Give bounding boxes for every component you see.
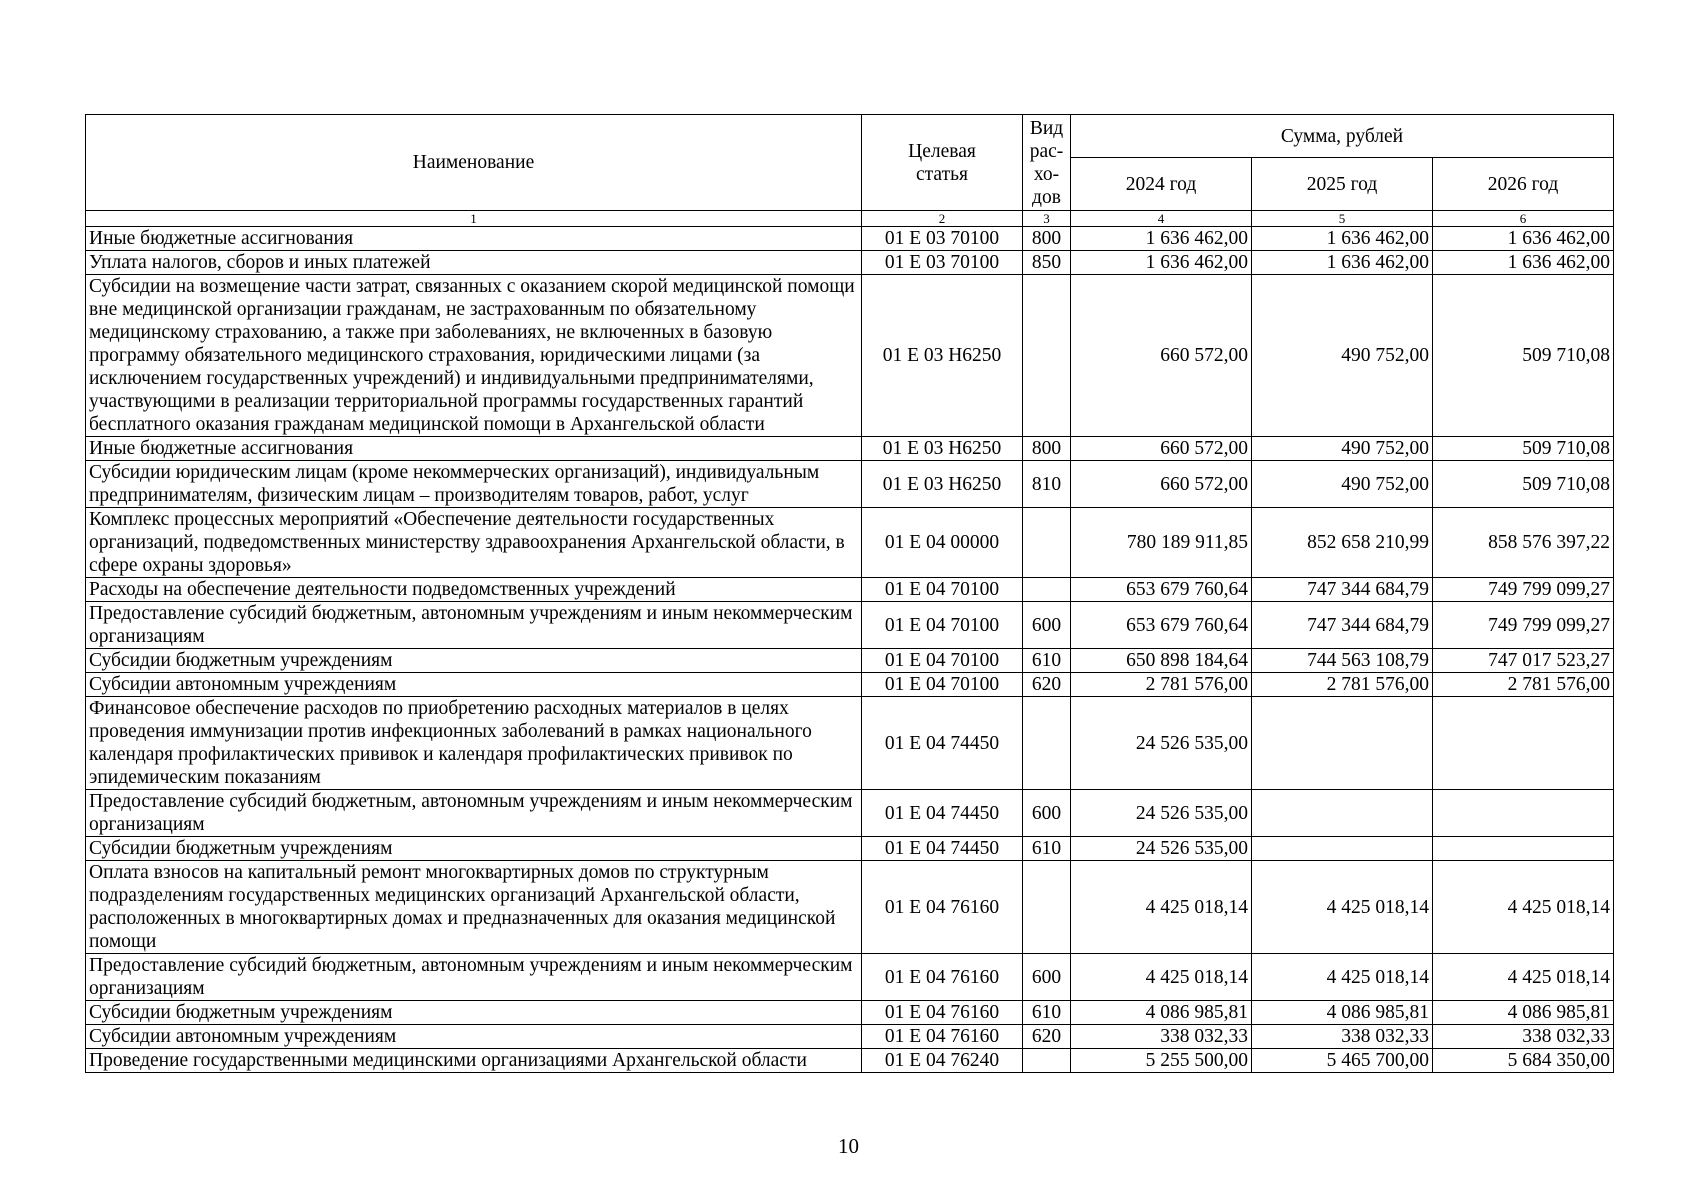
row-name-cell: Субсидии бюджетным учреждениям [86, 837, 862, 861]
table-row [86, 1049, 1614, 1073]
row-expense-type-cell: 600 [1023, 790, 1071, 837]
row-amount-2025-cell [1252, 790, 1433, 837]
row-target-article-cell: 01 Е 04 70100 [862, 673, 1023, 697]
row-amount-2025-cell: 490 752,00 [1252, 461, 1433, 508]
row-amount-2025-cell: 490 752,00 [1252, 437, 1433, 461]
row-target-article-cell: 01 Е 04 70100 [862, 578, 1023, 602]
row-amount-2026-cell: 1 636 462,00 [1433, 227, 1614, 251]
row-amount-2024-cell: 650 898 184,64 [1071, 649, 1252, 673]
row-name-cell: Субсидии юридическим лицам (кроме некоммерческих организаций), индивидуальным предпринимателям, физическим лицам – производителям товаров, работ, услуг [86, 461, 862, 508]
row-amount-2025-cell: 852 658 210,99 [1252, 508, 1433, 578]
row-amount-2024-cell: 660 572,00 [1071, 437, 1252, 461]
row-expense-type-cell: 610 [1023, 649, 1071, 673]
row-name-cell: Проведение государственными медицинскими организациями Архангельской области [86, 1049, 862, 1073]
row-expense-type-cell: 620 [1023, 1025, 1071, 1049]
row-amount-2025-cell: 747 344 684,79 [1252, 578, 1433, 602]
row-name-cell: Уплата налогов, сборов и иных платежей [86, 251, 862, 275]
row-expense-type-cell: 610 [1023, 1001, 1071, 1025]
row-target-article-cell: 01 Е 04 76160 [862, 861, 1023, 954]
row-target-article-cell: 01 Е 04 70100 [862, 649, 1023, 673]
header-year-2025: 2025 год [1252, 158, 1433, 211]
row-amount-2026-cell [1433, 837, 1614, 861]
column-number: 4 [1071, 211, 1252, 227]
row-name-cell: Иные бюджетные ассигнования [86, 437, 862, 461]
row-expense-type-cell [1023, 578, 1071, 602]
table-row [86, 697, 1614, 790]
header-target-article: Целевая статья [862, 115, 1023, 211]
row-name-cell: Расходы на обеспечение деятельности подведомственных учреждений [86, 578, 862, 602]
row-target-article-cell: 01 Е 03 Н6250 [862, 437, 1023, 461]
row-amount-2025-cell [1252, 697, 1433, 790]
row-amount-2024-cell: 338 032,33 [1071, 1025, 1252, 1049]
row-target-article-cell: 01 Е 04 70100 [862, 602, 1023, 649]
table-row [86, 275, 1614, 437]
table-row [86, 673, 1614, 697]
row-amount-2024-cell: 660 572,00 [1071, 461, 1252, 508]
page-number: 10 [838, 1134, 859, 1158]
row-expense-type-cell: 810 [1023, 461, 1071, 508]
row-amount-2024-cell: 2 781 576,00 [1071, 673, 1252, 697]
row-target-article-cell: 01 Е 03 Н6250 [862, 275, 1023, 437]
row-amount-2025-cell: 4 425 018,14 [1252, 861, 1433, 954]
row-amount-2026-cell: 4 425 018,14 [1433, 861, 1614, 954]
row-amount-2026-cell [1433, 697, 1614, 790]
row-amount-2024-cell: 24 526 535,00 [1071, 837, 1252, 861]
table-row [86, 602, 1614, 649]
row-amount-2024-cell: 5 255 500,00 [1071, 1049, 1252, 1073]
row-amount-2024-cell: 1 636 462,00 [1071, 251, 1252, 275]
row-target-article-cell: 01 Е 04 76240 [862, 1049, 1023, 1073]
row-expense-type-cell: 600 [1023, 602, 1071, 649]
table-row [86, 837, 1614, 861]
row-name-cell: Субсидии бюджетным учреждениям [86, 1001, 862, 1025]
row-name-cell: Субсидии автономным учреждениям [86, 673, 862, 697]
row-expense-type-cell [1023, 697, 1071, 790]
row-expense-type-cell: 610 [1023, 837, 1071, 861]
row-amount-2026-cell: 858 576 397,22 [1433, 508, 1614, 578]
row-amount-2024-cell: 1 636 462,00 [1071, 227, 1252, 251]
table-row [86, 1001, 1614, 1025]
row-amount-2026-cell: 338 032,33 [1433, 1025, 1614, 1049]
row-amount-2026-cell: 4 425 018,14 [1433, 954, 1614, 1001]
row-amount-2024-cell: 4 425 018,14 [1071, 861, 1252, 954]
row-name-cell: Предоставление субсидий бюджетным, автономным учреждениям и иным некоммерческим организациям [86, 790, 862, 837]
column-number: 2 [862, 211, 1023, 227]
row-amount-2024-cell: 4 086 985,81 [1071, 1001, 1252, 1025]
row-amount-2026-cell: 5 684 350,00 [1433, 1049, 1614, 1073]
row-expense-type-cell [1023, 508, 1071, 578]
row-amount-2026-cell: 509 710,08 [1433, 461, 1614, 508]
column-number-row [86, 211, 1614, 227]
row-amount-2025-cell: 2 781 576,00 [1252, 673, 1433, 697]
row-amount-2025-cell [1252, 837, 1433, 861]
row-target-article-cell: 01 Е 03 70100 [862, 251, 1023, 275]
row-amount-2025-cell: 490 752,00 [1252, 275, 1433, 437]
row-amount-2025-cell: 1 636 462,00 [1252, 251, 1433, 275]
row-target-article-cell: 01 Е 04 74450 [862, 790, 1023, 837]
row-amount-2025-cell: 4 086 985,81 [1252, 1001, 1433, 1025]
row-name-cell: Субсидии на возмещение части затрат, связанных с оказанием скорой медицинской помощи вне медицинской организации гражданам, не застрахованным по обязательному медицинскому страхованию, а также при заболеваниях, не включенных в базовую программу обязательного медицинского страхования, юридическими лицами (за исключением государственных учреждений) и индивидуальными предпринимателями, участвующими в реализации территориальной программы государственных гарантий бесплатного оказания гражданам медицинской помощи в Архангельской области [86, 275, 862, 437]
row-name-cell: Предоставление субсидий бюджетным, автономным учреждениям и иным некоммерческим организациям [86, 954, 862, 1001]
column-number: 6 [1433, 211, 1614, 227]
row-amount-2026-cell: 1 636 462,00 [1433, 251, 1614, 275]
row-amount-2025-cell: 4 425 018,14 [1252, 954, 1433, 1001]
row-expense-type-cell [1023, 1049, 1071, 1073]
row-expense-type-cell: 600 [1023, 954, 1071, 1001]
row-amount-2026-cell: 749 799 099,27 [1433, 602, 1614, 649]
row-name-cell: Субсидии бюджетным учреждениям [86, 649, 862, 673]
table-row [86, 227, 1614, 251]
row-amount-2024-cell: 653 679 760,64 [1071, 602, 1252, 649]
row-expense-type-cell [1023, 275, 1071, 437]
row-amount-2024-cell: 24 526 535,00 [1071, 697, 1252, 790]
row-amount-2024-cell: 4 425 018,14 [1071, 954, 1252, 1001]
row-target-article-cell: 01 Е 04 74450 [862, 697, 1023, 790]
row-amount-2025-cell: 747 344 684,79 [1252, 602, 1433, 649]
row-amount-2024-cell: 780 189 911,85 [1071, 508, 1252, 578]
row-amount-2026-cell: 747 017 523,27 [1433, 649, 1614, 673]
table-row [86, 649, 1614, 673]
header-expense-type: Вид рас-хо-дов [1023, 115, 1071, 211]
row-name-cell: Предоставление субсидий бюджетным, автономным учреждениям и иным некоммерческим организациям [86, 602, 862, 649]
row-amount-2026-cell [1433, 790, 1614, 837]
row-name-cell: Финансовое обеспечение расходов по приобретению расходных материалов в целях проведения иммунизации против инфекционных заболеваний в рамках национального календаря профилактических прививок и календаря профилактических прививок по эпидемическим показаниям [86, 697, 862, 790]
row-amount-2026-cell: 509 710,08 [1433, 275, 1614, 437]
table-row [86, 1025, 1614, 1049]
row-name-cell: Субсидии автономным учреждениям [86, 1025, 862, 1049]
row-amount-2026-cell: 749 799 099,27 [1433, 578, 1614, 602]
table-row [86, 954, 1614, 1001]
row-name-cell: Оплата взносов на капитальный ремонт многоквартирных домов по структурным подразделениям государственных медицинских организаций Архангельской области, расположенных в многоквартирных домах и предназначенных для оказания медицинской помощи [86, 861, 862, 954]
budget-table [85, 114, 1614, 1073]
column-number: 3 [1023, 211, 1071, 227]
header-name: Наименование [86, 115, 862, 211]
row-name-cell: Иные бюджетные ассигнования [86, 227, 862, 251]
row-expense-type-cell: 800 [1023, 437, 1071, 461]
table-row [86, 578, 1614, 602]
row-name-cell: Комплекс процессных мероприятий «Обеспечение деятельности государственных организаций, подведомственных министерству здравоохранения Архангельской области, в сфере охраны здоровья» [86, 508, 862, 578]
row-target-article-cell: 01 Е 03 Н6250 [862, 461, 1023, 508]
row-amount-2024-cell: 24 526 535,00 [1071, 790, 1252, 837]
row-target-article-cell: 01 Е 04 76160 [862, 954, 1023, 1001]
table-row [86, 251, 1614, 275]
table-row [86, 437, 1614, 461]
column-number: 5 [1252, 211, 1433, 227]
row-target-article-cell: 01 Е 04 76160 [862, 1001, 1023, 1025]
row-amount-2024-cell: 653 679 760,64 [1071, 578, 1252, 602]
row-target-article-cell: 01 Е 04 00000 [862, 508, 1023, 578]
header-sum: Сумма, рублей [1071, 115, 1614, 158]
row-amount-2025-cell: 5 465 700,00 [1252, 1049, 1433, 1073]
table-row [86, 508, 1614, 578]
row-amount-2026-cell: 509 710,08 [1433, 437, 1614, 461]
row-target-article-cell: 01 Е 04 76160 [862, 1025, 1023, 1049]
row-expense-type-cell: 850 [1023, 251, 1071, 275]
column-number: 1 [86, 211, 862, 227]
row-expense-type-cell: 620 [1023, 673, 1071, 697]
table-row [86, 461, 1614, 508]
row-target-article-cell: 01 Е 04 74450 [862, 837, 1023, 861]
table-row [86, 790, 1614, 837]
row-amount-2026-cell: 4 086 985,81 [1433, 1001, 1614, 1025]
header-year-2026: 2026 год [1433, 158, 1614, 211]
row-amount-2026-cell: 2 781 576,00 [1433, 673, 1614, 697]
row-amount-2025-cell: 1 636 462,00 [1252, 227, 1433, 251]
row-amount-2025-cell: 744 563 108,79 [1252, 649, 1433, 673]
row-expense-type-cell: 800 [1023, 227, 1071, 251]
row-amount-2024-cell: 660 572,00 [1071, 275, 1252, 437]
row-amount-2025-cell: 338 032,33 [1252, 1025, 1433, 1049]
row-target-article-cell: 01 Е 03 70100 [862, 227, 1023, 251]
table-row [86, 861, 1614, 954]
header-year-2024: 2024 год [1071, 158, 1252, 211]
row-expense-type-cell [1023, 861, 1071, 954]
